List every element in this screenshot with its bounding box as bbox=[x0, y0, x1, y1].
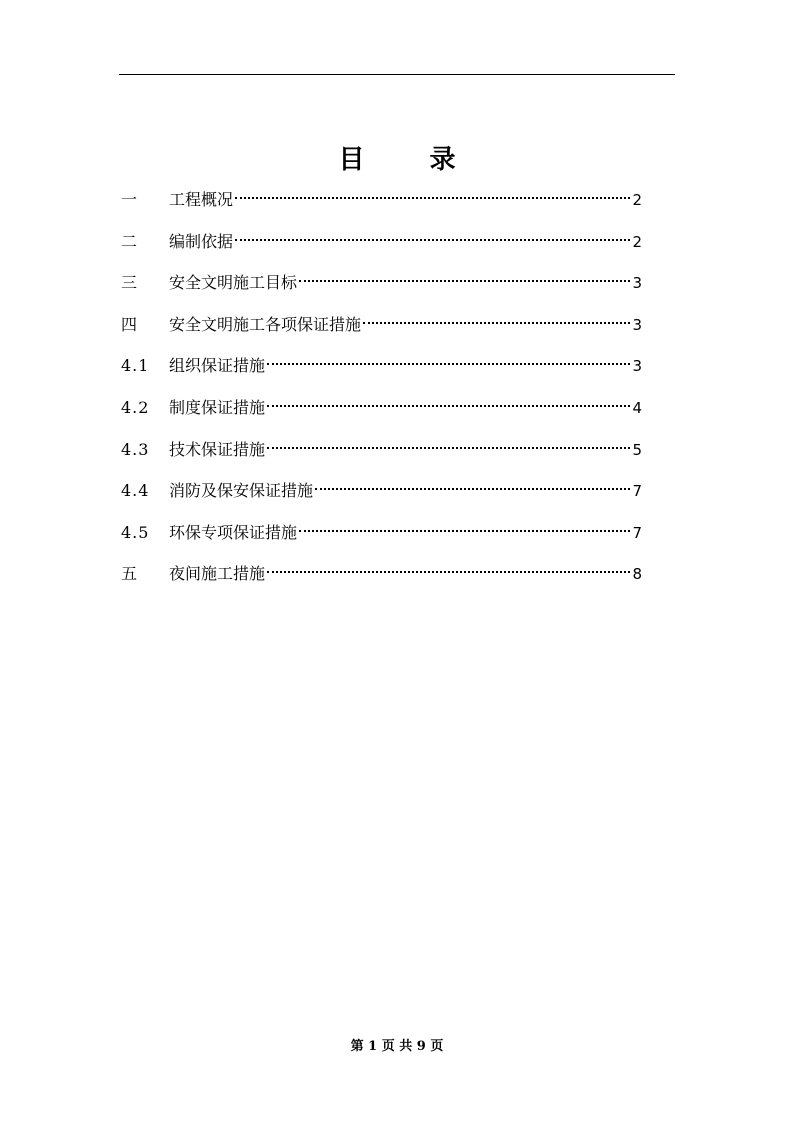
toc-entry-number: 4.4 bbox=[121, 481, 150, 501]
page-title: 目 录 bbox=[338, 145, 484, 175]
toc-leader bbox=[267, 405, 630, 407]
toc-entry[interactable] bbox=[121, 437, 642, 479]
toc-leader bbox=[267, 363, 630, 365]
toc-entry-page: 3 bbox=[632, 357, 642, 376]
toc-entry-label: 安全文明施工各项保证措施 bbox=[169, 314, 362, 334]
toc-entry-page: 3 bbox=[632, 315, 642, 334]
toc-entry-page: 2 bbox=[632, 191, 642, 209]
toc-entry-label: 安全文明施工目标 bbox=[169, 273, 298, 293]
toc-entry-number: 4.5 bbox=[121, 522, 150, 542]
toc-entry-number: 4.3 bbox=[121, 439, 150, 459]
toc-leader bbox=[267, 447, 630, 449]
toc-entry-page: 2 bbox=[632, 232, 642, 251]
toc-entry[interactable] bbox=[121, 270, 642, 312]
toc-entry-number: 五 bbox=[121, 564, 139, 584]
toc-entry-label: 技术保证措施 bbox=[169, 439, 266, 459]
toc-entry-label: 编制依据 bbox=[169, 231, 234, 251]
toc-leader bbox=[299, 530, 630, 532]
header-rule bbox=[119, 74, 675, 75]
toc-leader bbox=[299, 280, 630, 282]
toc-entry[interactable] bbox=[121, 478, 642, 520]
toc-entry-label: 工程概况 bbox=[169, 190, 234, 209]
toc-leader bbox=[267, 571, 630, 573]
toc-entry-label: 消防及保安保证措施 bbox=[169, 481, 314, 501]
toc-entry-label: 组织保证措施 bbox=[169, 356, 266, 376]
table-of-contents bbox=[121, 187, 642, 603]
toc-entry-page: 4 bbox=[632, 398, 642, 417]
toc-entry-page: 7 bbox=[632, 523, 642, 542]
toc-entry-number: 三 bbox=[121, 273, 139, 293]
toc-leader bbox=[363, 322, 630, 324]
toc-entry[interactable] bbox=[121, 353, 642, 395]
toc-entry-number: 二 bbox=[121, 231, 139, 251]
toc-entry[interactable] bbox=[121, 187, 642, 229]
toc-entry[interactable] bbox=[121, 561, 642, 603]
toc-entry[interactable] bbox=[121, 312, 642, 354]
toc-entry-label: 环保专项保证措施 bbox=[169, 522, 298, 542]
toc-entry[interactable] bbox=[121, 520, 642, 562]
toc-entry[interactable] bbox=[121, 395, 642, 437]
toc-entry-page: 7 bbox=[632, 482, 642, 501]
toc-leader bbox=[235, 197, 630, 199]
toc-entry-page: 3 bbox=[632, 274, 642, 293]
toc-entry-number: 四 bbox=[121, 314, 139, 334]
toc-leader bbox=[315, 488, 630, 490]
toc-entry-number: 4.1 bbox=[121, 356, 150, 376]
toc-entry-label: 夜间施工措施 bbox=[169, 564, 266, 584]
toc-entry[interactable] bbox=[121, 229, 642, 271]
toc-entry-page: 8 bbox=[632, 565, 642, 584]
toc-entry-page: 5 bbox=[632, 440, 642, 459]
toc-entry-number: 4.2 bbox=[121, 397, 150, 417]
page-footer: 第 1 页 共 9 页 bbox=[350, 1039, 444, 1054]
toc-entry-label: 制度保证措施 bbox=[169, 397, 266, 417]
toc-entry-number: 一 bbox=[121, 190, 139, 209]
toc-leader bbox=[235, 239, 630, 241]
